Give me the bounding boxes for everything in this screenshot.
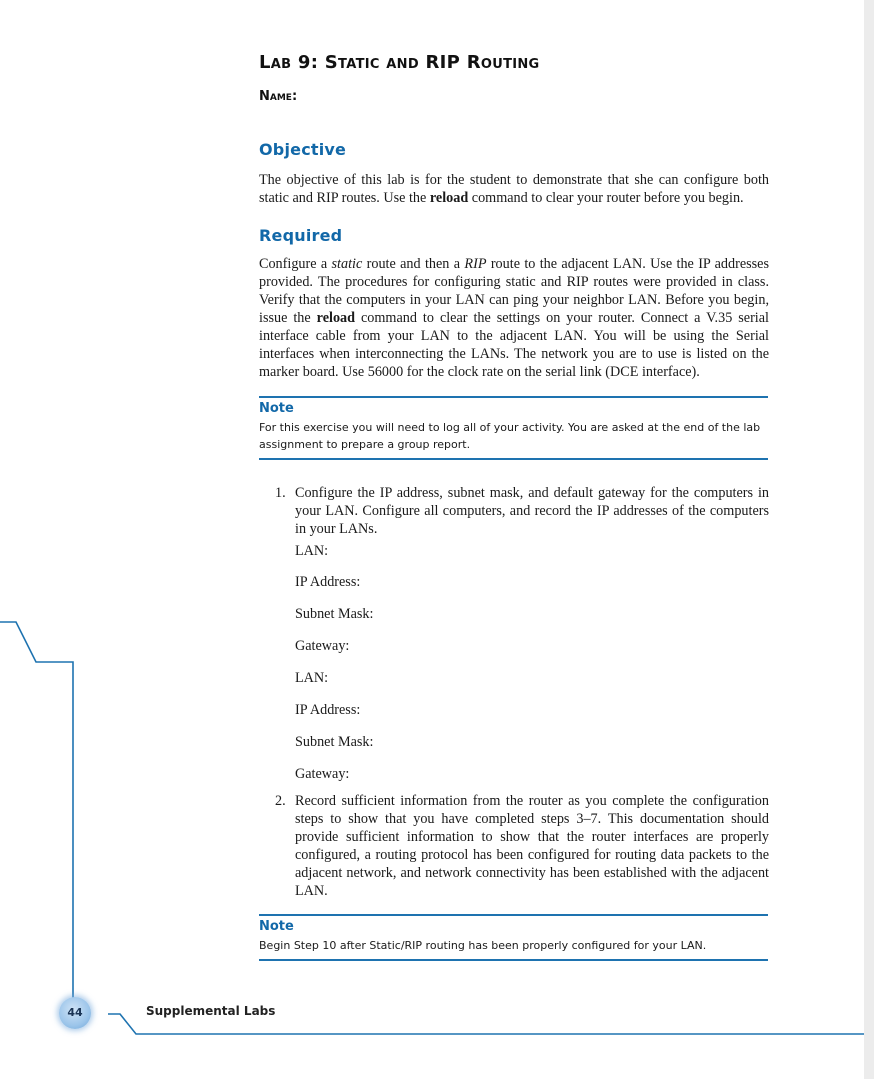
- step-number: 1.: [275, 485, 286, 501]
- field-label-subnet-mask: Subnet Mask:: [295, 734, 374, 750]
- page-number-badge: 44: [59, 997, 91, 1029]
- field-label-gateway: Gateway:: [295, 766, 350, 782]
- note-label: Note: [259, 401, 294, 416]
- step-item: [275, 792, 769, 900]
- step-number: 2.: [275, 793, 286, 809]
- note-box-activity-log: [259, 396, 768, 460]
- required-heading: Required: [259, 226, 343, 245]
- field-label-lan: LAN:: [295, 670, 329, 686]
- note-text: For this exercise you will need to log all of your activity. You are asked at the end of the lab assignment to prepare a group report.: [259, 421, 761, 451]
- step-item: [275, 484, 769, 538]
- field-label-gateway: Gateway:: [295, 638, 350, 654]
- note-text: Begin Step 10 after Static/RIP routing has been properly configured for your LAN.: [259, 939, 707, 952]
- field-label-ip-address: IP Address:: [295, 574, 361, 590]
- lab-title: Lab 9: Static and RIP Routing: [259, 52, 540, 73]
- step-text: Configure the IP address, subnet mask, and default gateway for the computers in your LAN. Configure all computers, and record the IP addresses of the computers in your LANs.: [295, 485, 769, 537]
- objective-heading: Objective: [259, 140, 347, 159]
- field-label-ip-address: IP Address:: [295, 702, 361, 718]
- field-label-subnet-mask: Subnet Mask:: [295, 606, 374, 622]
- footer-section-label: Supplemental Labs: [146, 1004, 276, 1018]
- required-text: Configure a static route and then a RIP route to the adjacent LAN. Use the IP addresses provided. The procedures for configuring static and RIP routes were provided in class. Verify that the computers in your LAN can ping your neighbor LAN. Before you begin, issue the reload command to clear the settings on your router. Connect a V.35 serial interface cable from your LAN to the adjacent LAN. You will be using the Serial interfaces when interconnecting the LANs. The network you are to use is listed on the marker board. Use 56000 for the clock rate on the serial link (DCE interface).: [259, 256, 770, 380]
- field-label-lan: LAN:: [295, 543, 329, 559]
- step-text: Record sufficient information from the router as you complete the configuration steps to show that you have completed steps 3–7. This documentation should provide sufficient information to show that the router interfaces are properly configured, a routing protocol has been configured for routing data packets to the adjacent network, and network connectivity has been established with the adjacent LAN.: [295, 793, 769, 899]
- name-label: Name:: [259, 89, 298, 104]
- objective-text: The objective of this lab is for the student to demonstrate that she can configure both static and RIP routes. Use the reload command to clear your router before you begin.: [259, 172, 769, 206]
- note-label: Note: [259, 919, 294, 934]
- note-box-step-10: [259, 914, 768, 961]
